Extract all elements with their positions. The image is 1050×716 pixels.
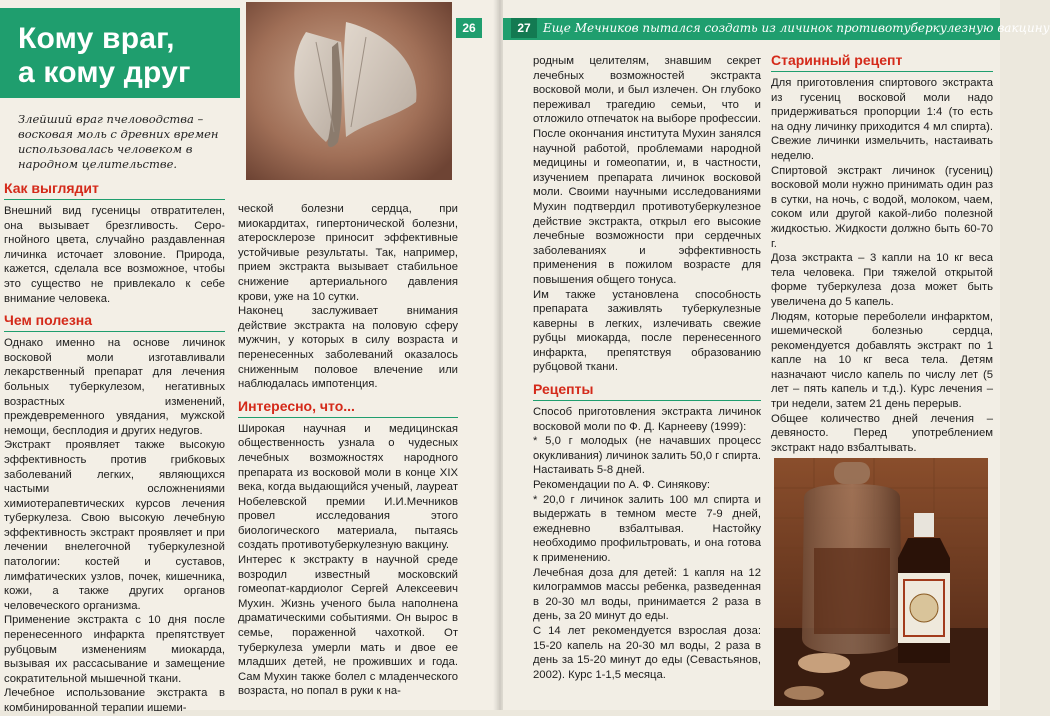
section-title-recipes: Рецепты <box>533 381 761 401</box>
paragraph: родным целителям, знавшим секрет лечебных возможностей экстракта восковой моли, и был излечен. Он глубоко переживал трагедию семьи, что и отложило отпечаток на выборе профессии. После окончания института Мухин занялся научной работой, проблемами народной медицины и гомеопатии, и, в частности, изучением препарата личинок восковой моли. Своими научными исследованиями Мухин подтвердил противотуберкулезное действие экстракта, открыл его высокие лечебные возможности при сердечных заболеваниях и эффективность применения в пожилом возрасте для повышения общего тонуса. <box>533 55 761 286</box>
paragraph: Людям, которые переболели инфарктом, ишемической болезнью сердца, рекомендуется добавлять экстракт по 1 капле на 10 кг веса тела. Детям назначают число капель по числу лет (5 лет – пять капель и т.д.). Курс лечения – три недели, затем 21 день перерыв. <box>771 310 993 411</box>
title-line-1: Кому враг, <box>18 22 175 55</box>
paragraph: Для приготовления спиртового экстракта из гусениц восковой моли надо придерживаться пропорции 1:4 (то есть на одну личинку приходится 4 мл спирта). Свежие личинки измельчить, настаивать неделю. <box>771 77 993 162</box>
paragraph: * 5,0 г молодых (не начавших процесс окукливания) личинок залить 50,0 г спирта. Настаивать 5-8 дней. <box>533 435 761 477</box>
section-title-appearance: Как выглядит <box>4 180 225 200</box>
section-title-interesting: Интересно, что... <box>238 398 458 418</box>
paragraph: * 20,0 г личинок залить 100 мл спирта и выдержать в темном месте 7-9 дней, ежедневно взбалтывая. Настойку необходимо профильтровать, и она готова к применению. <box>533 493 761 564</box>
running-header: Еще Мечников пытался создать из личинок противотуберкулезную вакцину <box>543 21 1050 35</box>
paragraph: Лечебная доза для детей: 1 капля на 12 килограммов массы ребенка, разведенная в 20-30 мл воды, принимается 2 раза в день, за 20 минут до еды. <box>533 566 761 623</box>
paragraph: С 14 лет рекомендуется взрослая доза: 15-20 капель на 20-30 мл воды, 2 раза в день за 15-20 минут до еды (Севастьянов, 2002). Курс 1-1,5 месяца. <box>533 624 761 681</box>
section-title-benefits: Чем полезна <box>4 312 225 332</box>
paragraph: Применение экстракта с 10 дня после перенесенного инфаркта препятствует рубцовым изменениям миокарда, вызывая их рассасывание и замещение сократительной мышечной ткани. <box>4 614 225 685</box>
left-page-column-2 <box>238 202 458 699</box>
paragraph: Доза экстракта – 3 капли на 10 кг веса тела человека. При тяжелой открытой форме туберкулеза доза может быть увеличена до 5 капель. <box>771 252 993 308</box>
paragraph: Спиртовой экстракт личинок (гусениц) восковой моли нужно принимать один раз в сутки, на ночь, с водой, молоком, чаем, соком или другой какой-либо полезной жидкостью. Жидкости должно быть 60-70 г. <box>771 164 993 250</box>
paragraph: Экстракт проявляет также высокую эффективность против грибковых заболеваний легких, являющихся частыми осложнениями химиотерапевтических курсов лечения туберкулеза. Свою высокую лечебную эффективность экстракт проявляет и при лечении внелегочной туберкулезной патологии: костей и суставов, лимфатических узлов, почек, кишечника, кожи, а также других органов человеческого организма. <box>4 439 225 612</box>
moth-illustration <box>246 2 452 180</box>
right-page-column-1 <box>533 54 761 682</box>
paragraph: Рекомендации по А. Ф. Синякову: <box>533 479 710 492</box>
section-title-old-recipe: Старинный рецепт <box>771 52 993 72</box>
paragraph: ческой болезни сердца, при миокардитах, гипертонической болезни, атеросклерозе приносит эффективные устойчивые результаты. Так, например, прием экстракта вызывает стабильное снижение артериального давления крови, уже на 10 сутки. <box>238 203 458 303</box>
article-title <box>18 22 240 90</box>
jars-photo <box>774 458 988 706</box>
paragraph: Однако именно на основе личинок восковой моли изготавливали лекарственный препарат для лечения больных туберкулезом, негативных возрастных изменений, преждевременного увядания, мужской немощи, бесплодия и других недугов. <box>4 337 225 437</box>
article-lead: Злейший враг пчеловодства – восковая моль с древних времен использовалась человеком в народном целительстве. <box>18 112 219 171</box>
paragraph: Широкая научная и медицинская общественность узнала о чудесных лечебных возможностях народного препарата из восковой моли в конце XIX века, когда выдающийся ученый, лауреат Нобелевской премии И.И.Мечников провел исследования этого биологического материала, пытаясь создать противотуберкулезную вакцину. <box>238 422 458 552</box>
paragraph: Внешний вид гусеницы отвратителен, она вызывает брезгливость. Серо-гнойного цвета, случайно раздавленная личинка источает зловоние. Природа, кажется, сделала все возможное, чтобы это существо не привлекало к себе внимание человека. <box>4 205 225 305</box>
moth-photo <box>246 2 452 180</box>
left-page-column-1 <box>4 178 225 716</box>
right-page-column-2 <box>771 50 993 455</box>
paragraph: Способ приготовления экстракта личинок восковой моли по Ф. Д. Карнееву (1999): <box>533 406 761 433</box>
paragraph: Интерес к экстракту в научной среде возродил известный московский гомеопат-кардиолог Сергей Алексеевич Мухин. Жизнь ученого была наполнена драматическими событиями. Он вырос в семье, пораженной чахоткой. От туберкулеза умерли мать и двое ее младших детей, не проживших и года. Сам Мухин также болел с младенческого возраста, но попал в руки к на- <box>238 554 458 698</box>
paragraph: Общее количество дней лечения – девяносто. Перед употреблением экстракт надо взбалтывать. <box>771 412 993 454</box>
paragraph: Лечебное использование экстракта в комбинированной терапии ишеми- <box>4 687 225 714</box>
paragraph: Наконец заслуживает внимания действие экстракта на половую сферу мужчин, у которых в силу возраста и перенесенных заболеваний оказалось сниженным половое влечение или наблюдалась импотенция. <box>238 305 458 391</box>
page-number-left: 26 <box>456 18 482 38</box>
title-line-2: а кому друг <box>18 56 191 89</box>
article-title-box <box>0 8 240 98</box>
page-number-right: 27 <box>511 18 537 38</box>
jar-and-bottle-illustration <box>774 458 988 706</box>
paragraph: Им также установлена способность препарата заживлять туберкулезные каверны в легких, излечивать свежие рубцы миокарда, после перенесенного инфаркта, препятствуя образованию рубцовой ткани. <box>533 288 761 374</box>
left-page <box>0 0 497 714</box>
right-page <box>503 0 1050 710</box>
